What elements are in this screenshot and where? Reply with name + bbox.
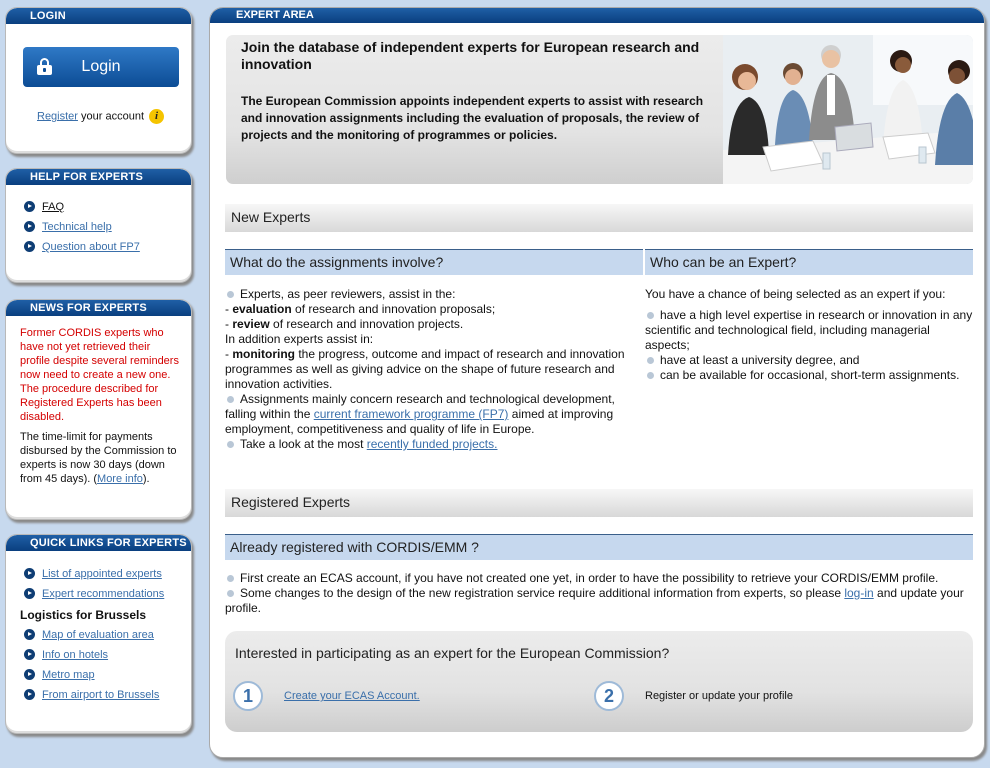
help-item-technical xyxy=(24,220,191,240)
bullet-dot-icon xyxy=(227,575,234,582)
arrow-bullet-icon xyxy=(24,649,35,660)
help-box xyxy=(5,168,192,283)
step-2-badge: 2 xyxy=(594,681,624,711)
participation-cta xyxy=(225,631,973,732)
expert-area-header: EXPERT AREA xyxy=(210,8,984,23)
meeting-illustration xyxy=(723,35,973,184)
bullet-dot-icon xyxy=(647,357,654,364)
hero-text: The European Commission appoints independent experts to assist with research and innovation assignments including the evaluation of proposals, the review of projects and the monitoring of programmes or policies. xyxy=(241,94,704,142)
bullet-dot-icon xyxy=(227,291,234,298)
metro-map-link[interactable]: Metro map xyxy=(42,669,95,681)
quick-links-list xyxy=(6,567,191,607)
technical-help-link[interactable]: Technical help xyxy=(42,221,112,233)
register-profile-label: Register or update your profile xyxy=(645,690,793,702)
logistics-list xyxy=(6,628,191,708)
hero-title: Join the database of independent experts for European research and innovation xyxy=(241,39,700,72)
logistics-item xyxy=(24,648,191,668)
bullet-dot-icon xyxy=(227,441,234,448)
bullet-dot-icon xyxy=(227,590,234,597)
login-button-label: Login xyxy=(81,58,121,75)
hero-banner xyxy=(226,35,973,184)
question-fp7-link[interactable]: Question about FP7 xyxy=(42,241,140,253)
help-item-faq xyxy=(24,200,191,220)
arrow-bullet-icon xyxy=(24,221,35,232)
experts-meeting-photo xyxy=(723,35,973,184)
framework-programme-link[interactable]: current framework programme (FP7) xyxy=(313,407,509,421)
assignments-text: Experts, as peer reviewers, assist in the: - evaluation of research and innovation proposals; - review of research and innovation projects. In addition experts assist in: - monitoring the progress, outcome and impact of research and innovation programmes as well as giving advice on the shape of future research and innovation activities. Assignments mainly concern research and technological development, falling within the current framework programme (FP7) aimed at improving employment, competitiveness and quality of life in Europe. Take a look at the most recently funded projects. xyxy=(225,287,625,451)
arrow-bullet-icon xyxy=(24,588,35,599)
arrow-bullet-icon xyxy=(24,568,35,579)
login-link[interactable]: log-in xyxy=(844,586,874,600)
register-link[interactable]: Register xyxy=(37,110,78,123)
already-registered-heading: Already registered with CORDIS/EMM ? xyxy=(225,534,973,560)
quick-links-box xyxy=(5,534,192,734)
assignments-heading: What do the assignments involve? xyxy=(225,249,643,275)
arrow-bullet-icon xyxy=(24,689,35,700)
cta-title: Interested in participating as an expert for the European Commission? xyxy=(235,645,670,661)
news-box xyxy=(5,299,192,520)
expert-recommendations-link[interactable]: Expert recommendations xyxy=(42,588,165,600)
arrow-bullet-icon xyxy=(24,629,35,640)
help-box-header: HELP FOR EXPERTS xyxy=(6,169,191,185)
quick-link-item xyxy=(24,567,191,587)
help-item-fp7 xyxy=(24,240,191,260)
hotels-link[interactable]: Info on hotels xyxy=(42,649,109,661)
arrow-bullet-icon xyxy=(24,669,35,680)
registered-text: First create an ECAS account, if you have not created one yet, in order to have the possibility to retrieve your CORDIS/EMM profile. Some changes to the design of the new registration service require additional information from experts, so please log-in and update your profile. xyxy=(225,571,964,615)
arrow-bullet-icon xyxy=(24,201,35,212)
logistics-item xyxy=(24,688,191,708)
bullet-dot-icon xyxy=(647,372,654,379)
lock-icon xyxy=(37,58,52,75)
expert-area-panel xyxy=(209,7,985,758)
create-ecas-link[interactable]: Create your ECAS Account. xyxy=(284,690,420,702)
who-expert-heading: Who can be an Expert? xyxy=(645,249,973,275)
bullet-dot-icon xyxy=(227,396,234,403)
who-expert-text: You have a chance of being selected as an expert if you: have a high level expertise in research or innovation in any scientific and technological field, including managerial aspects; have at least a university degree, and can be available for occasional, short-term assignments. xyxy=(645,287,973,382)
step-1-badge: 1 xyxy=(233,681,263,711)
faq-link[interactable]: FAQ xyxy=(42,201,65,213)
login-box-header: LOGIN xyxy=(6,8,191,24)
register-suffix: your account xyxy=(77,110,145,123)
funded-projects-link[interactable]: recently funded projects. xyxy=(366,437,498,451)
logistics-item xyxy=(24,668,191,688)
arrow-bullet-icon xyxy=(24,241,35,252)
logistics-item xyxy=(24,628,191,648)
news-box-header: NEWS FOR EXPERTS xyxy=(6,300,191,316)
info-icon[interactable]: i xyxy=(149,109,164,124)
quick-links-header: QUICK LINKS FOR EXPERTS xyxy=(6,535,191,551)
news-red-text: Former CORDIS experts who have not yet retrieved their profile despite several reminders now need to create a new one. The procedure described for Registered Experts has been disabled. xyxy=(20,327,179,423)
airport-link[interactable]: From airport to Brussels xyxy=(42,689,160,701)
bullet-dot-icon xyxy=(647,312,654,319)
appointed-experts-link[interactable]: List of appointed experts xyxy=(42,568,162,580)
quick-link-item xyxy=(24,587,191,607)
sidebar xyxy=(0,0,200,768)
login-button[interactable] xyxy=(23,47,179,87)
logistics-title: Logistics for Brussels xyxy=(20,608,147,622)
registered-experts-bar: Registered Experts xyxy=(225,489,973,517)
evaluation-map-link[interactable]: Map of evaluation area xyxy=(42,629,154,641)
new-experts-bar: New Experts xyxy=(225,204,973,232)
news-black-text: The time-limit for payments disbursed by the Commission to experts is now 30 days (down from 45 days). (More info). xyxy=(20,431,177,485)
more-info-link[interactable]: More info xyxy=(97,473,143,485)
login-box xyxy=(5,7,192,154)
register-row xyxy=(37,109,164,124)
help-links xyxy=(6,200,191,260)
